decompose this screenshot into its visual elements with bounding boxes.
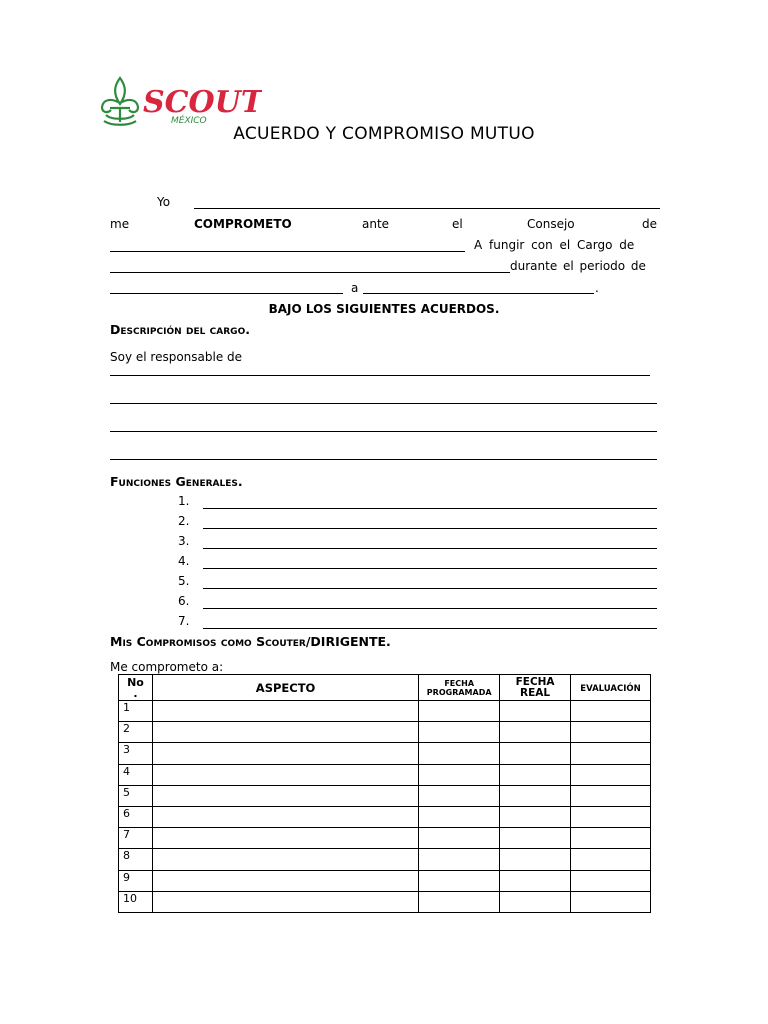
row-number: 1 (119, 701, 153, 722)
fleur-de-lis-icon (97, 76, 262, 128)
durante-text: durante el periodo de (510, 259, 646, 273)
funcion-blank[interactable] (203, 588, 657, 589)
yo-label: Yo (157, 195, 171, 209)
funcion-blank[interactable] (203, 528, 657, 529)
funcion-blank[interactable] (203, 508, 657, 509)
scouts-mexico-logo (97, 76, 262, 128)
header-evaluacion (571, 675, 651, 701)
header-fecha-real-line1: FECHA (515, 675, 555, 688)
list-number: 7. (178, 614, 190, 628)
el-word: el (452, 217, 463, 231)
me-word: me (110, 217, 130, 231)
evaluacion-cell[interactable] (571, 785, 651, 806)
aspecto-cell[interactable] (152, 743, 418, 764)
aspecto-cell[interactable] (152, 828, 418, 849)
comprometo-word: COMPROMETO (194, 217, 292, 231)
aspecto-cell[interactable] (152, 849, 418, 870)
fecha-programada-cell[interactable] (419, 722, 500, 743)
header-fecha-programada (419, 675, 500, 701)
row-number: 3 (119, 743, 153, 764)
fecha-programada-cell[interactable] (419, 743, 500, 764)
fecha-real-cell[interactable] (500, 891, 571, 912)
responsable-lead: Soy el responsable de (110, 350, 243, 364)
fecha-real-cell[interactable] (500, 785, 571, 806)
fecha-real-cell[interactable] (500, 828, 571, 849)
aspecto-cell[interactable] (152, 722, 418, 743)
row-number: 9 (119, 870, 153, 891)
header-no-line2: . (133, 686, 138, 700)
fungir-text: A fungir con el Cargo de (474, 238, 635, 252)
descripcion-heading: Descripción del cargo. (110, 322, 250, 337)
aspecto-cell[interactable] (152, 764, 418, 785)
compromisos-heading: Mis Compromisos como Scouter/DIRIGENTE. (110, 634, 391, 649)
table-row (119, 701, 651, 722)
aspecto-cell[interactable] (152, 870, 418, 891)
period-end-dot: . (595, 281, 599, 295)
fecha-programada-cell[interactable] (419, 806, 500, 827)
evaluacion-cell[interactable] (571, 764, 651, 785)
consejo-word: Consejo (527, 217, 575, 231)
aspecto-cell[interactable] (152, 701, 418, 722)
header-fecha-real-line2: REAL (520, 686, 551, 699)
compromisos-lead: Me comprometo a: (110, 660, 224, 674)
a-word: a (351, 281, 359, 295)
row-number: 6 (119, 806, 153, 827)
table-row (119, 806, 651, 827)
aspecto-cell[interactable] (152, 785, 418, 806)
header-fecha-prog-line1: FECHA (444, 678, 475, 688)
list-number: 3. (178, 534, 190, 548)
funcion-blank[interactable] (203, 628, 657, 629)
table-row (119, 743, 651, 764)
cargo-blank[interactable] (110, 272, 510, 273)
aspecto-cell[interactable] (152, 891, 418, 912)
compromisos-table (118, 674, 651, 913)
list-number: 1. (178, 494, 190, 508)
svg-text:MÉXICO: MÉXICO (171, 116, 207, 126)
evaluacion-cell[interactable] (571, 891, 651, 912)
de-word: de (642, 217, 657, 231)
row-number: 5 (119, 785, 153, 806)
fecha-programada-cell[interactable] (419, 828, 500, 849)
table-row (119, 870, 651, 891)
table-row (119, 849, 651, 870)
header-fecha-real (500, 675, 571, 701)
fecha-programada-cell[interactable] (419, 849, 500, 870)
funcion-blank[interactable] (203, 548, 657, 549)
table-row (119, 785, 651, 806)
period-end-blank[interactable] (363, 293, 594, 294)
table-row (119, 764, 651, 785)
table-row (119, 891, 651, 912)
row-number: 2 (119, 722, 153, 743)
header-no (119, 675, 153, 701)
table-row (119, 722, 651, 743)
table-row (119, 828, 651, 849)
fecha-real-cell[interactable] (500, 806, 571, 827)
list-number: 6. (178, 594, 190, 608)
fecha-programada-cell[interactable] (419, 870, 500, 891)
header-no-line1: No (127, 675, 144, 689)
row-number: 8 (119, 849, 153, 870)
evaluacion-cell[interactable] (571, 722, 651, 743)
fecha-real-cell[interactable] (500, 722, 571, 743)
header-fecha-prog-line2: PROGRAMADA (426, 687, 492, 697)
aspecto-cell[interactable] (152, 806, 418, 827)
descripcion-line[interactable] (110, 431, 657, 432)
fecha-real-cell[interactable] (500, 849, 571, 870)
fecha-programada-cell[interactable] (419, 701, 500, 722)
header-aspecto-label: ASPECTO (255, 680, 316, 695)
header-aspecto (152, 675, 418, 701)
ante-word: ante (362, 217, 390, 231)
fecha-programada-cell[interactable] (419, 891, 500, 912)
fecha-real-cell[interactable] (500, 743, 571, 764)
row-number: 4 (119, 764, 153, 785)
document-title: ACUERDO Y COMPROMISO MUTUO (233, 124, 535, 144)
fecha-programada-cell[interactable] (419, 785, 500, 806)
period-start-blank[interactable] (110, 293, 343, 294)
evaluacion-cell[interactable] (571, 743, 651, 764)
acuerdos-heading: BAJO LOS SIGUIENTES ACUERDOS. (268, 302, 500, 316)
header-evaluacion-label: EVALUACIÓN (580, 684, 641, 694)
fecha-real-cell[interactable] (500, 870, 571, 891)
funciones-heading: Funciones Generales. (110, 474, 243, 489)
list-number: 2. (178, 514, 190, 528)
consejo-blank[interactable] (110, 251, 465, 252)
descripcion-line[interactable] (110, 459, 657, 460)
funcion-blank[interactable] (203, 608, 657, 609)
evaluacion-cell[interactable] (571, 806, 651, 827)
fecha-real-cell[interactable] (500, 764, 571, 785)
descripcion-line[interactable] (110, 403, 657, 404)
table-header-row (119, 675, 651, 701)
fecha-programada-cell[interactable] (419, 764, 500, 785)
evaluacion-cell[interactable] (571, 828, 651, 849)
row-number: 10 (119, 891, 153, 912)
name-blank[interactable] (194, 208, 660, 209)
funcion-blank[interactable] (203, 568, 657, 569)
row-number: 7 (119, 828, 153, 849)
fecha-real-cell[interactable] (500, 701, 571, 722)
list-number: 4. (178, 554, 190, 568)
evaluacion-cell[interactable] (571, 870, 651, 891)
evaluacion-cell[interactable] (571, 701, 651, 722)
evaluacion-cell[interactable] (571, 849, 651, 870)
list-number: 5. (178, 574, 190, 588)
descripcion-line[interactable] (110, 375, 650, 376)
svg-text:SCOUTS: SCOUT (143, 85, 262, 120)
